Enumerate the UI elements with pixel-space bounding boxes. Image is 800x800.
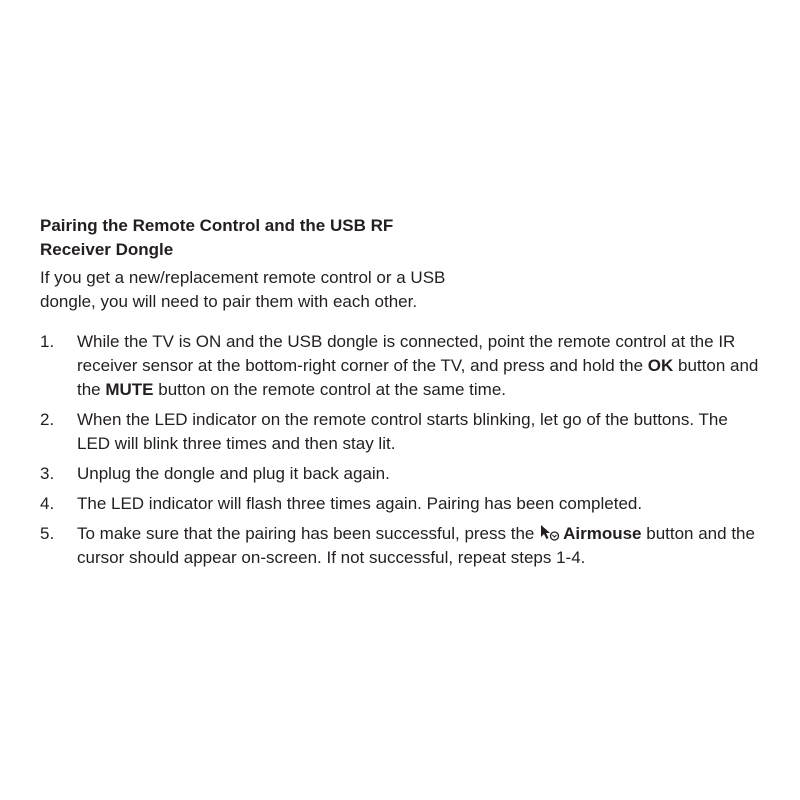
step-4 xyxy=(40,492,760,516)
mute-button-label: MUTE xyxy=(105,380,154,399)
step-text-part: While the TV is ON and the USB dongle is connected, point the remote control at the IR receiver sensor at the bottom-right corner of the TV, and press and hold the xyxy=(77,332,736,375)
step-number: 5. xyxy=(40,524,55,543)
document-page xyxy=(40,214,760,576)
step-number: 1. xyxy=(40,332,55,351)
step-3 xyxy=(40,462,760,486)
airmouse-button-label: Airmouse xyxy=(563,524,642,543)
step-text: Unplug the dongle and plug it back again. xyxy=(77,464,390,483)
step-5 xyxy=(40,522,760,570)
intro-paragraph: If you get a new/replacement remote control or a USB dongle, you will need to pair them with each other. xyxy=(40,268,446,311)
ok-button-label: OK xyxy=(647,356,674,375)
step-text: When the LED indicator on the remote control starts blinking, let go of the buttons. The LED will blink three times and then stay lit. xyxy=(77,410,728,453)
step-1 xyxy=(40,330,760,402)
step-text xyxy=(77,330,760,402)
step-text-part: button and the cursor should appear on-screen. If not successful, repeat steps 1-4. xyxy=(77,524,755,567)
airmouse-cursor-icon xyxy=(539,524,561,542)
step-number: 3. xyxy=(40,464,55,483)
section-title: Pairing the Remote Control and the USB RF Receiver Dongle xyxy=(40,216,394,259)
step-text-part: button and the xyxy=(77,356,759,399)
step-2 xyxy=(40,408,760,456)
step-text: The LED indicator will flash three times again. Pairing has been completed. xyxy=(77,494,643,513)
step-text-part: To make sure that the pairing has been successful, press the xyxy=(77,524,540,543)
steps-list xyxy=(40,330,760,570)
step-number: 4. xyxy=(40,494,55,513)
step-text-part: button on the remote control at the same time. xyxy=(153,380,506,399)
step-text xyxy=(77,522,760,570)
step-number: 2. xyxy=(40,410,55,429)
